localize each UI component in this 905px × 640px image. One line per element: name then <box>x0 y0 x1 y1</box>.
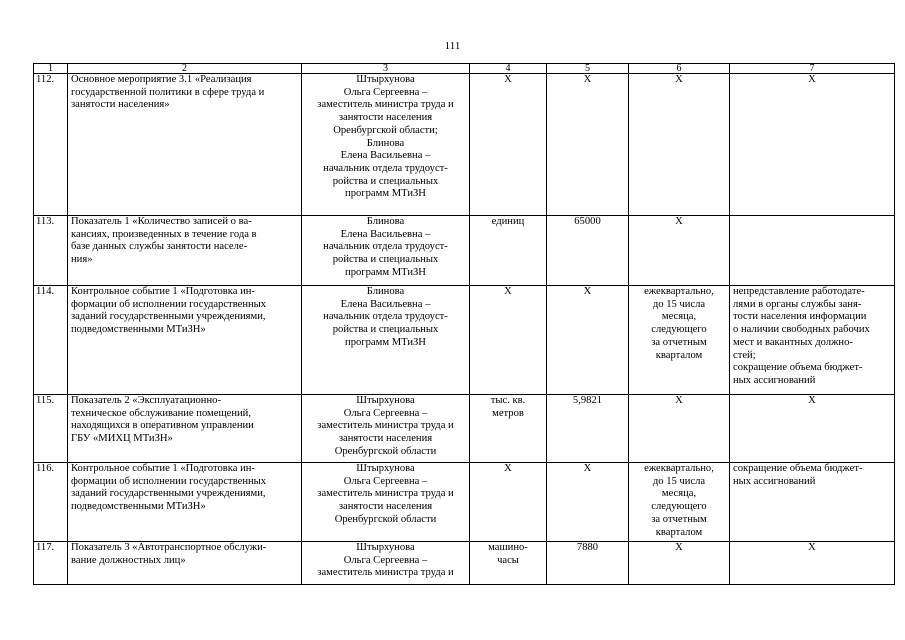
text-line: за отчетным <box>651 336 707 348</box>
unit-cell <box>470 74 547 216</box>
unit-cell <box>470 395 547 463</box>
text-line: ежеквартально, <box>644 286 714 297</box>
text-line: за отчетным <box>651 513 707 525</box>
text-line: подведомственными МТиЗН» <box>71 324 206 336</box>
text-line: Штырхунова <box>356 463 415 474</box>
text-line: Блинова <box>366 216 405 227</box>
measure-name-cell <box>68 395 302 463</box>
text-line: Оренбургской области; <box>333 124 438 136</box>
text-line: до 15 числа <box>652 298 706 310</box>
text-line: Х <box>808 542 816 553</box>
text-line: формации об исполнении государственных <box>71 298 267 310</box>
table-row <box>34 74 895 216</box>
text-line: Показатель 1 «Количество записей о ва- <box>71 216 252 227</box>
text-line: Х <box>583 74 592 85</box>
value-cell <box>547 395 629 463</box>
text-line: тыс. кв. <box>490 395 526 406</box>
text-line: ежеквартально, <box>644 463 714 474</box>
text-line: сокращение объема бюджет- <box>733 362 863 374</box>
risk-cell <box>730 216 895 286</box>
text-line: подведомственными МТиЗН» <box>71 501 206 513</box>
text-line: заданий государственными учреждениями, <box>71 488 266 500</box>
risk-cell <box>730 286 895 395</box>
risk-cell <box>730 542 895 585</box>
table-row <box>34 286 895 395</box>
row-number: 114. <box>34 286 68 395</box>
responsible-person-cell <box>302 286 470 395</box>
text-line: стей; <box>733 349 756 361</box>
text-line: единиц <box>491 216 525 227</box>
value-cell <box>547 286 629 395</box>
row-number: 116. <box>34 463 68 542</box>
text-line: занятости населения <box>338 433 433 445</box>
text-line: Елена Васильевна – <box>340 228 431 240</box>
text-line: Оренбургской области <box>334 513 437 525</box>
text-line: ройства и специальных <box>332 254 439 266</box>
table-row <box>34 216 895 286</box>
risk-cell <box>730 395 895 463</box>
measure-name-cell <box>68 463 302 542</box>
text-line: Контрольное событие 1 «Подготовка ин- <box>71 463 255 474</box>
text-line: ных ассигнований <box>733 374 816 386</box>
text-line: Х <box>675 542 683 553</box>
text-line: Х <box>504 463 512 474</box>
responsible-person-cell <box>302 542 470 585</box>
text-line: Показатель 3 «Автотранспортное обслужи- <box>71 542 267 553</box>
measure-name-cell <box>68 74 302 216</box>
column-header-7: 7 <box>730 64 895 74</box>
text-line: 7880 <box>576 542 599 553</box>
text-line: заместитель министра труда и <box>317 420 454 432</box>
responsible-person-cell <box>302 74 470 216</box>
text-line: программ МТиЗН <box>345 336 426 348</box>
text-line: государственной политики в сфере труда и <box>71 86 265 98</box>
text-line: начальник отдела трудоуст- <box>323 241 448 253</box>
text-line: программ МТиЗН <box>345 266 426 278</box>
text-line: 5,9821 <box>572 395 603 406</box>
measures-table <box>33 63 895 585</box>
text-line: мест и вакантных должно- <box>733 336 853 348</box>
text-line: формации об исполнении государственных <box>71 475 267 487</box>
text-line: Ольга Сергеевна – <box>343 86 428 98</box>
text-line: заданий государственными учреждениями, <box>71 311 266 323</box>
text-line: занятости населения <box>338 501 433 513</box>
text-line: занятости населения» <box>71 99 170 111</box>
value-cell <box>547 542 629 585</box>
text-line: метров <box>492 407 524 419</box>
deadline-cell <box>629 463 730 542</box>
text-line: ния» <box>71 254 93 266</box>
text-line: базе данных службы занятости населе- <box>71 241 248 253</box>
column-header-1: 1 <box>34 64 68 74</box>
column-number-row <box>34 64 895 74</box>
text-line: ройства и специальных <box>332 175 439 187</box>
measure-name-cell <box>68 542 302 585</box>
text-line: о наличии свободных рабочих <box>733 324 870 336</box>
text-line: Штырхунова <box>356 542 415 553</box>
value-cell <box>547 216 629 286</box>
value-cell <box>547 463 629 542</box>
text-line: кварталом <box>655 526 703 538</box>
table-row <box>34 542 895 585</box>
text-line: лями в органы службы заня- <box>733 298 862 310</box>
text-line: Х <box>504 74 512 85</box>
text-line: сокращение объема бюджет- <box>733 463 863 474</box>
text-line: до 15 числа <box>652 475 706 487</box>
text-line: Штырхунова <box>356 74 415 85</box>
text-line: Х <box>504 286 512 297</box>
row-number: 117. <box>34 542 68 585</box>
text-line: Х <box>675 74 683 85</box>
text-line: Контрольное событие 1 «Подготовка ин- <box>71 286 255 297</box>
text-line: заместитель министра труда и <box>317 567 454 579</box>
deadline-cell <box>629 395 730 463</box>
row-number: 115. <box>34 395 68 463</box>
text-line: заместитель министра труда и <box>317 488 454 500</box>
text-line: Блинова <box>366 286 405 297</box>
text-line: Оренбургской области <box>334 445 437 457</box>
text-line: Штырхунова <box>356 395 415 406</box>
text-line: Х <box>808 74 816 85</box>
unit-cell <box>470 286 547 395</box>
text-line: заместитель министра труда и <box>317 99 454 111</box>
text-line: кварталом <box>655 349 703 361</box>
text-line: занятости населения <box>338 112 433 124</box>
unit-cell <box>470 216 547 286</box>
page-number: 111 <box>444 40 461 52</box>
unit-cell <box>470 463 547 542</box>
measure-name-cell <box>68 216 302 286</box>
text-line: Показатель 2 «Эксплуатационно- <box>71 395 221 406</box>
text-line: программ МТиЗН <box>345 188 426 200</box>
column-header-6: 6 <box>629 64 730 74</box>
risk-cell <box>730 74 895 216</box>
table-row <box>34 463 895 542</box>
deadline-cell <box>629 542 730 585</box>
text-line: Х <box>675 395 683 406</box>
text-line: Ольга Сергеевна – <box>343 475 428 487</box>
measure-name-cell <box>68 286 302 395</box>
text-line: Ольга Сергеевна – <box>343 554 428 566</box>
text-line: Основное мероприятие 3.1 «Реализация <box>71 74 252 85</box>
risk-cell <box>730 463 895 542</box>
text-line: Блинова <box>366 137 405 149</box>
text-line: Х <box>675 216 683 227</box>
deadline-cell <box>629 286 730 395</box>
text-line: Елена Васильевна – <box>340 298 431 310</box>
text-line: ных ассигнований <box>733 475 816 487</box>
column-header-5: 5 <box>547 64 629 74</box>
row-number: 112. <box>34 74 68 216</box>
text-line: Ольга Сергеевна – <box>343 407 428 419</box>
column-header-4: 4 <box>470 64 547 74</box>
column-header-3: 3 <box>302 64 470 74</box>
text-line: техническое обслуживание помещений, <box>71 407 251 419</box>
responsible-person-cell <box>302 463 470 542</box>
text-line: следующего <box>651 324 707 336</box>
text-line: кансиях, произведенных в течение года в <box>71 228 257 240</box>
unit-cell <box>470 542 547 585</box>
text-line: часы <box>497 554 519 566</box>
text-line: 65000 <box>574 216 601 227</box>
text-line: Х <box>583 286 592 297</box>
responsible-person-cell <box>302 395 470 463</box>
text-line: тости населения информации <box>733 311 867 323</box>
text-line: следующего <box>651 501 707 513</box>
row-number: 113. <box>34 216 68 286</box>
text-line: Елена Васильевна – <box>340 150 431 162</box>
text-line: ГБУ «МИХЦ МТиЗН» <box>71 433 173 445</box>
deadline-cell <box>629 216 730 286</box>
text-line: Х <box>583 463 592 474</box>
text-line: ройства и специальных <box>332 324 439 336</box>
responsible-person-cell <box>302 216 470 286</box>
text-line: Х <box>808 395 816 406</box>
text-line: машино- <box>488 542 528 553</box>
text-line: месяца, <box>661 488 697 500</box>
text-line: вание должностных лиц» <box>71 554 186 566</box>
table-row <box>34 395 895 463</box>
text-line: начальник отдела трудоуст- <box>323 162 448 174</box>
value-cell <box>547 74 629 216</box>
column-header-2: 2 <box>68 64 302 74</box>
text-line: начальник отдела трудоуст- <box>323 311 448 323</box>
text-line: месяца, <box>661 311 697 323</box>
text-line: находящихся в оперативном управлении <box>71 420 254 432</box>
text-line: непредставление работодате- <box>733 286 865 297</box>
deadline-cell <box>629 74 730 216</box>
